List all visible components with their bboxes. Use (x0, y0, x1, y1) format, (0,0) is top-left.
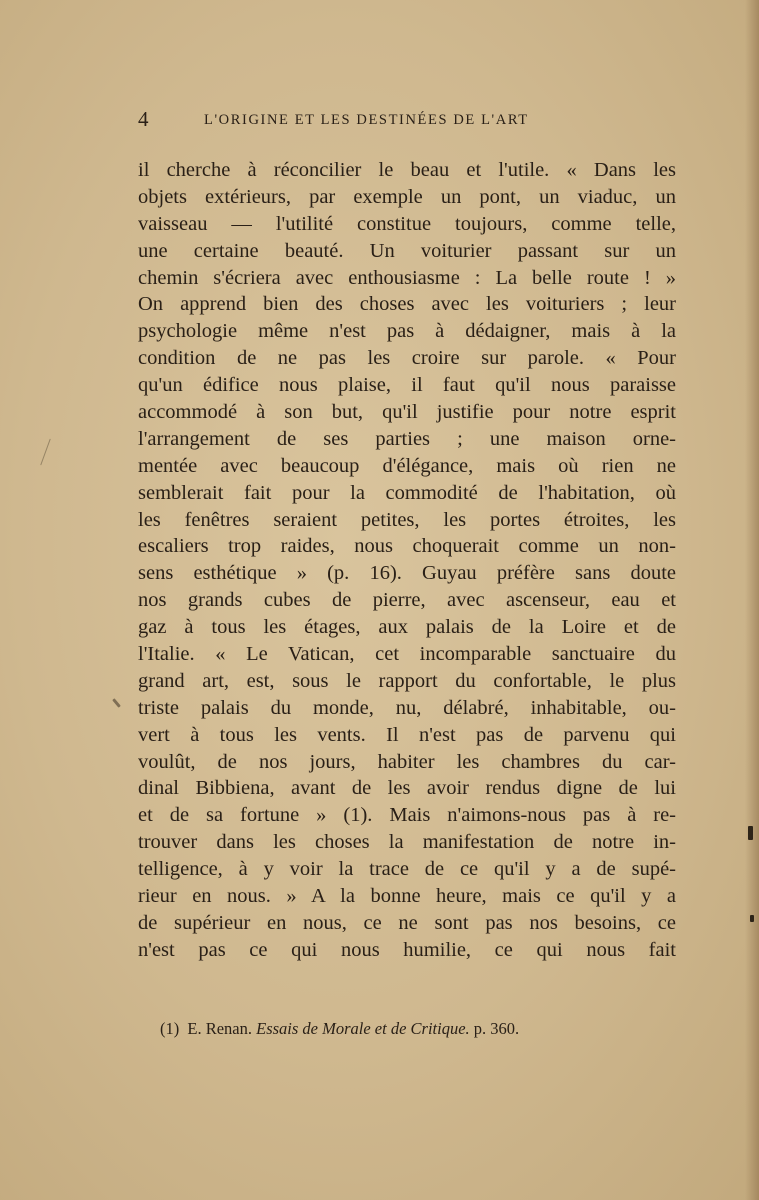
running-title: L'ORIGINE ET LES DESTINÉES DE L'ART (204, 112, 529, 128)
text-line: chemin s'écriera avec enthousiasme : La belle route ! » (138, 266, 676, 289)
text-line: une certaine beauté. Un voiturier passant sur un (138, 239, 676, 262)
text-line: accommodé à son but, qu'il justifie pour notre esprit (138, 401, 676, 424)
text-line: sens esthétique » (p. 16). Guyau préfère sans doute (138, 562, 676, 585)
text-line: les fenêtres seraient petites, les portes étroites, les (138, 508, 676, 531)
footnote (160, 1018, 660, 1040)
page-number: 4 (138, 107, 149, 131)
text-line: condition de ne pas les croire sur parole. « Pour (138, 347, 676, 370)
text-line: de supérieur en nous, ce ne sont pas nos besoins, ce (138, 911, 676, 934)
text-line: psychologie même n'est pas à dédaigner, mais à la (138, 320, 676, 343)
text-line: trouver dans les choses la manifestation de notre in- (138, 831, 676, 854)
text-line: escaliers trop raides, nous choquerait comme un non- (138, 535, 676, 558)
margin-speck (750, 915, 754, 922)
footnote-page: p. 360. (473, 1019, 520, 1038)
footnote-author: E. Renan. (187, 1019, 252, 1038)
text-line: telligence, à y voir la trace de ce qu'il y a de supé- (138, 858, 676, 881)
text-line: rieur en nous. » A la bonne heure, mais ce qu'il y a (138, 885, 676, 908)
text-line: dinal Bibbiena, avant de les avoir rendus digne de lui (138, 777, 676, 800)
running-header (138, 107, 678, 142)
text-line: gaz à tous les étages, aux palais de la Loire et de (138, 616, 676, 639)
text-line: triste palais du monde, nu, délabré, inhabitable, ou- (138, 696, 676, 719)
text-line: l'Italie. « Le Vatican, cet incomparable sanctuaire du (138, 643, 676, 666)
text-line: qu'un édifice nous plaise, il faut qu'il nous paraisse (138, 374, 676, 397)
margin-speck (748, 826, 753, 840)
text-line: mentée avec beaucoup d'élégance, mais où rien ne (138, 454, 676, 477)
footnote-ref: (1) (160, 1019, 180, 1038)
margin-speck (112, 698, 121, 708)
text-line: n'est pas ce qui nous humilie, ce qui nous fait (138, 938, 676, 961)
text-line: semblerait fait pour la commodité de l'habitation, où (138, 481, 676, 504)
text-line: voulût, de nos jours, habiter les chambres du car- (138, 750, 676, 773)
text-line: objets extérieurs, par exemple un pont, un viaduc, un (138, 185, 676, 208)
text-line: On apprend bien des choses avec les voituriers ; leur (138, 293, 676, 316)
margin-speck (40, 439, 51, 466)
page-edge-shadow (745, 0, 759, 1200)
text-line: nos grands cubes de pierre, avec ascenseur, eau et (138, 589, 676, 612)
footnote-work: Essais de Morale et de Critique. (256, 1019, 470, 1038)
text-line: vaisseau — l'utilité constitue toujours, comme telle, (138, 212, 676, 235)
text-line: vert à tous les vents. Il n'est pas de parvenu qui (138, 723, 676, 746)
text-line: grand art, est, sous le rapport du confortable, le plus (138, 669, 676, 692)
body-text (138, 157, 676, 964)
text-line: l'arrangement de ses parties ; une maison orne- (138, 427, 676, 450)
text-line: il cherche à réconcilier le beau et l'utile. « Dans les (138, 159, 676, 181)
text-line: et de sa fortune » (1). Mais n'aimons-nous pas à re- (138, 804, 676, 827)
